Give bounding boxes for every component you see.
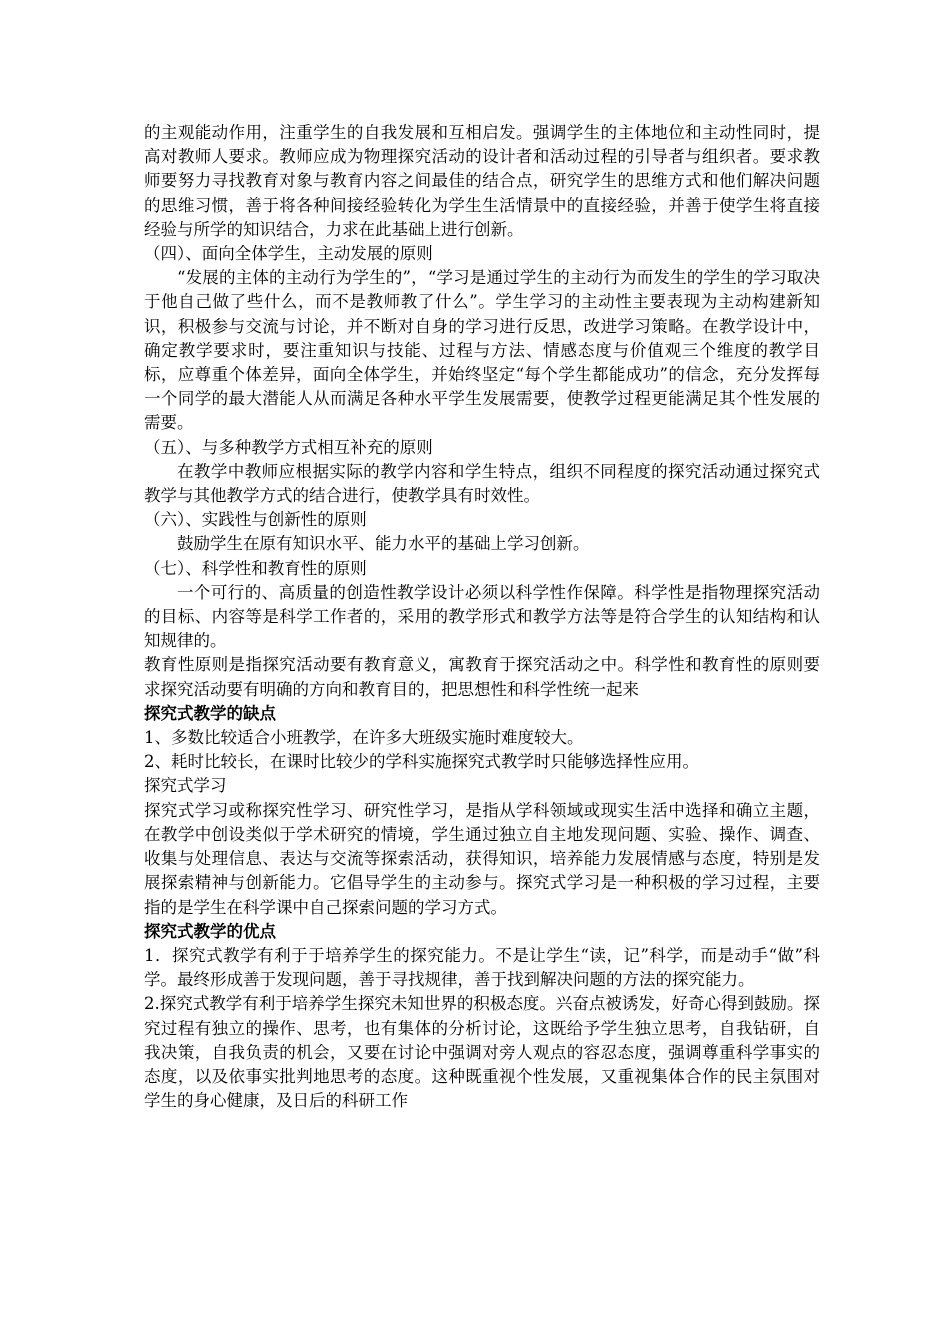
section-heading: （四）、面向全体学生，主动发展的原则 [144,244,433,264]
paragraph: 探究式学习或称探究性学习、研究性学习，是指从学科领域或现实生活中选择和确立主题，在教学中创设类似于学术研究的情境，学生通过独立自主地发现问题、实验、操作、调查、收集与处理信息、表达与交流等探索活动，获得知识，培养能力发展情感与态度，特别是发展探索精神与创新能力。它倡导学生的主动参与。探究式学习是一种积极的学习过程，主要指的是学生在科学课中自己探索问题的学习方式。 [144,800,820,917]
list-item: 1．探究式教学有利于于培养学生的探究能力。不是让学生“读，记”科学，而是动手“做”科学。最终形成善于发现问题，善于寻找规律，善于找到解决问题的方法的探究能力。 [144,945,820,990]
list-item: 2.探究式教学有利于培养学生探究未知世界的积极态度。兴奋点被诱发，好奇心得到鼓励。探究过程有独立的操作、思考，也有集体的分析讨论，这既给予学生独立思考，自我钻研，自我决策，自我负责的机会，又要在讨论中强调对旁人观点的容忍态度，强调尊重科学事实的态度，以及依事实批判地思考的态度。这种既重视个性发展，又重视集体合作的民主氛围对学生的身心健康，及日后的科研工作 [144,994,820,1111]
paragraph: 在教学中教师应根据实际的教学内容和学生特点，组织不同程度的探究活动通过探究式教学与其他教学方式的结合进行，使教学具有时效性。 [144,461,820,506]
bold-heading: 探究式教学的缺点 [144,703,276,723]
bold-heading: 探究式教学的优点 [144,921,276,941]
paragraph: 教育性原则是指探究活动要有教育意义，寓教育于探究活动之中。科学性和教育性的原则要求探究活动要有明确的方向和教育目的，把思想性和科学性统一起来 [144,655,820,699]
paragraph: 的主观能动作用，注重学生的自我发展和互相启发。强调学生的主体地位和主动性同时，提高对教师人要求。教师应成为物理探究活动的设计者和活动过程的引导者与组织者。要求教师要努力寻找教育对象与教育内容之间最佳的结合点，研究学生的思维方式和他们解决问题的思维习惯，善于将各种间接经验转化为学生生活情景中的直接经验，并善于使学生将直接经验与所学的知识结合，力求在此基础上进行创新。 [144,123,820,239]
list-item: 2、耗时比较长，在课时比较少的学科实施探究式教学时只能够选择性应用。 [144,752,699,772]
section-heading: （六）、实践性与创新性的原则 [144,510,367,530]
section-heading: （五）、与多种教学方式相互补充的原则 [144,437,433,457]
paragraph: “发展的主体的主动行为学生的”，“学习是通过学生的主动行为而发生的学生的学习取决于他自己做了些什么，而不是教师教了什么”。学生学习的主动性主要表现为主动构建新知识，积极参与交流与讨论，并不断对自身的学习进行反思，改进学习策略。在教学设计中，确定教学要求时，要注重知识与技能、过程与方法、情感态度与价值观三个维度的教学目标，应尊重个体差异，面向全体学生，并始终坚定“每个学生都能成功”的信念，充分发挥每一个同学的最大潜能人从而满足各种水平学生发展需要，使教学过程更能满足其个性发展的需要。 [144,268,820,433]
paragraph: 鼓励学生在原有知识水平、能力水平的基础上学习创新。 [177,534,590,554]
paragraph: 一个可行的、高质量的创造性教学设计必须以科学性作保障。科学性是指物理探究活动的目标、内容等是科学工作者的，采用的教学形式和教学方法等是符合学生的认知结构和认知规律的。 [144,582,820,651]
list-item: 1、多数比较适合小班教学，在许多大班级实施时难度较大。 [144,728,584,748]
document-page [144,121,820,1113]
section-heading: （七）、科学性和教育性的原则 [144,558,367,578]
subheading: 探究式学习 [144,776,227,796]
